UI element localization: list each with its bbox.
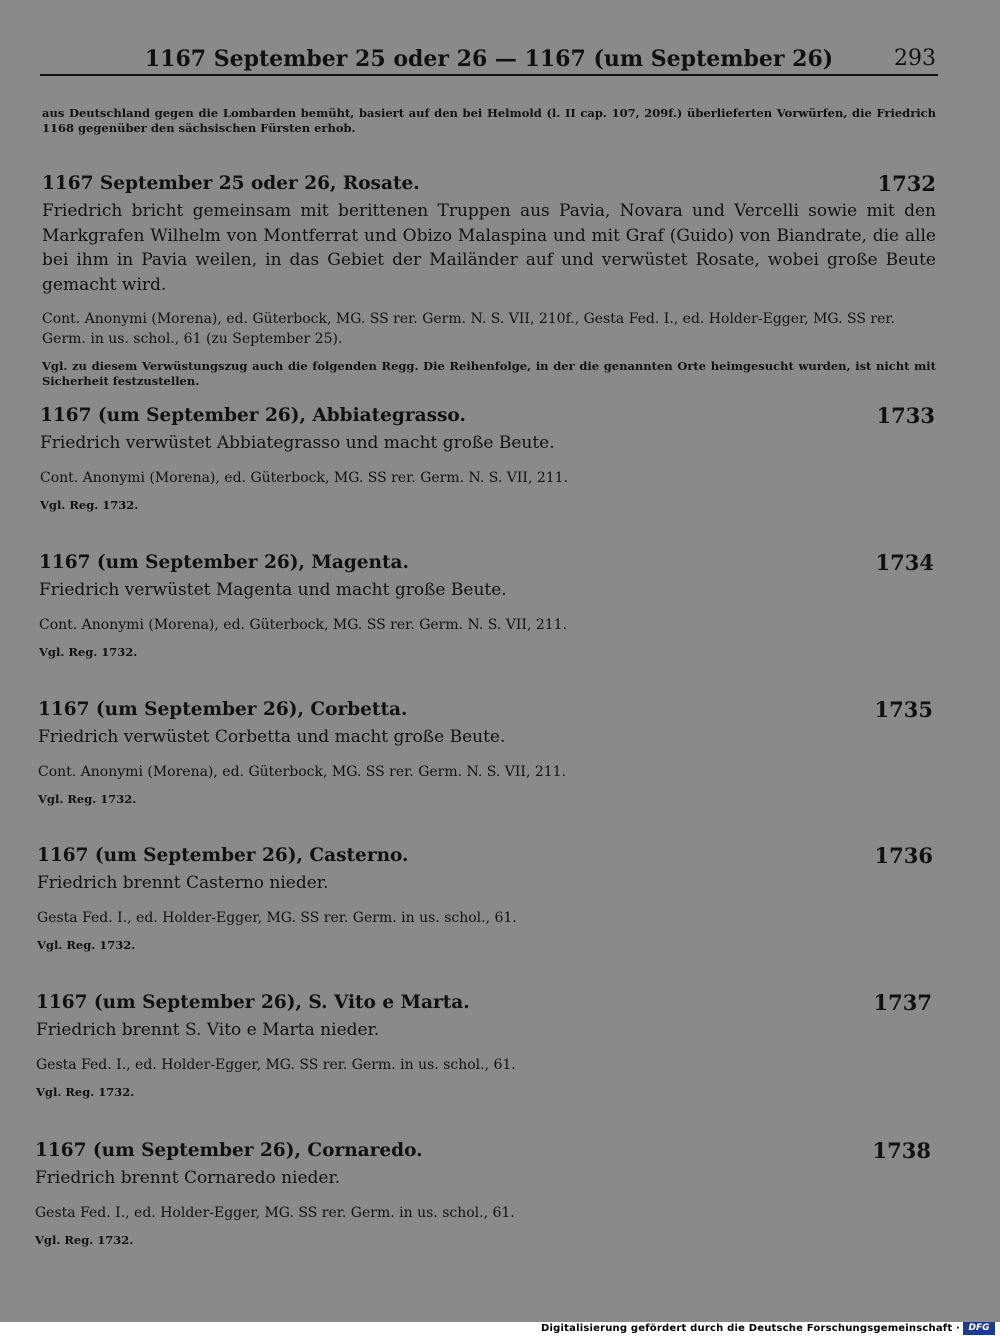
entry-title: 1167 (um September 26), S. Vito e Marta. [36, 992, 470, 1013]
intro-paragraph: aus Deutschland gegen die Lombarden bemüht, basiert auf den bei Helmold (l. II cap. 107, 209f.) überlieferten Vorwürfen, die Friedrich 1168 gegenüber den sächsischen Fürsten erhob. [42, 106, 936, 135]
entry-title: 1167 September 25 oder 26, Rosate. [42, 173, 420, 194]
entry-text: Friedrich brennt Cornaredo nieder. [35, 1168, 341, 1188]
dfg-logo[interactable]: DFG [963, 1322, 995, 1335]
entry-source: Cont. Anonymi (Morena), ed. Güterbock, MG. SS rer. Germ. N. S. VII, 211. [40, 469, 569, 486]
regest-entry-1732 [42, 173, 936, 389]
entry-note: Vgl. Reg. 1732. [35, 1232, 134, 1247]
entry-number: 1738 [872, 1138, 931, 1163]
entry-text: Friedrich verwüstet Magenta und macht große Beute. [39, 580, 507, 600]
entry-number: 1736 [874, 843, 933, 868]
entry-source: Gesta Fed. I., ed. Holder-Egger, MG. SS rer. Germ. in us. schol., 61. [37, 909, 517, 926]
entry-number: 1733 [876, 403, 935, 428]
running-title: 1167 September 25 oder 26 — 1167 (um September 26) [144, 46, 834, 72]
entry-header [42, 173, 936, 199]
entry-title: 1167 (um September 26), Casterno. [37, 845, 409, 866]
entry-note: Vgl. Reg. 1732. [38, 791, 137, 806]
entry-source: Gesta Fed. I., ed. Holder-Egger, MG. SS rer. Germ. in us. schol., 61. [36, 1056, 516, 1073]
regest-entry-1736 [37, 845, 933, 953]
entry-text: Friedrich bricht gemeinsam mit berittenen Truppen aus Pavia, Novara und Vercelli sowie mit den Markgrafen Wilhelm von Montferrat und Obizo Malaspina und mit Graf (Guido) von Biandrate, die alle bei ihm in Pavia weilen, in das Gebiet der Mailänder auf und verwüstet Rosate, wobei große Beute gemacht wird. [42, 201, 936, 295]
entry-title: 1167 (um September 26), Corbetta. [38, 699, 408, 720]
entry-title: 1167 (um September 26), Magenta. [39, 552, 409, 573]
entry-text: Friedrich verwüstet Corbetta und macht große Beute. [38, 727, 506, 747]
entry-header [36, 992, 932, 1018]
running-head [40, 40, 938, 76]
entry-title: 1167 (um September 26), Cornaredo. [35, 1140, 423, 1161]
entry-number: 1734 [875, 550, 934, 575]
regest-entry-1733 [40, 405, 935, 513]
entry-number: 1732 [877, 171, 936, 196]
entry-header [39, 552, 934, 578]
entry-source: Gesta Fed. I., ed. Holder-Egger, MG. SS rer. Germ. in us. schol., 61. [35, 1204, 515, 1221]
entry-header [35, 1140, 931, 1166]
entry-header [40, 405, 935, 431]
page-number: 293 [894, 46, 936, 71]
entry-text: Friedrich verwüstet Abbiategrasso und macht große Beute. [40, 433, 555, 453]
funding-footer [0, 1322, 1000, 1336]
entry-note: Vgl. zu diesem Verwüstungszug auch die folgenden Regg. Die Reihenfolge, in der die genannten Orte heimgesucht wurden, ist nicht mit Sicherheit festzustellen. [42, 359, 936, 388]
regest-entry-1737 [36, 992, 932, 1100]
entry-source: Cont. Anonymi (Morena), ed. Güterbock, MG. SS rer. Germ. N. S. VII, 210f., Gesta Fed. I., ed. Holder-Egger, MG. SS rer. Germ. in us. schol., 61 (zu September 25). [42, 311, 895, 347]
regest-entry-1738 [35, 1140, 931, 1248]
funding-notice: Digitalisierung gefördert durch die Deutsche Forschungsgemeinschaft · [541, 1323, 960, 1334]
entry-text: Friedrich brennt Casterno nieder. [37, 873, 329, 893]
regest-entry-1734 [39, 552, 934, 660]
entry-note: Vgl. Reg. 1732. [40, 497, 139, 512]
entry-number: 1735 [874, 697, 933, 722]
entry-source: Cont. Anonymi (Morena), ed. Güterbock, MG. SS rer. Germ. N. S. VII, 211. [38, 763, 567, 780]
regest-entry-1735 [38, 699, 933, 807]
entry-text: Friedrich brennt S. Vito e Marta nieder. [36, 1020, 380, 1040]
entry-source: Cont. Anonymi (Morena), ed. Güterbock, MG. SS rer. Germ. N. S. VII, 211. [39, 616, 568, 633]
entry-number: 1737 [873, 990, 932, 1015]
entry-note: Vgl. Reg. 1732. [39, 644, 138, 659]
entry-note: Vgl. Reg. 1732. [37, 937, 136, 952]
entry-title: 1167 (um September 26), Abbiategrasso. [40, 405, 466, 426]
entry-header [38, 699, 933, 725]
entry-header [37, 845, 933, 871]
entry-note: Vgl. Reg. 1732. [36, 1084, 135, 1099]
